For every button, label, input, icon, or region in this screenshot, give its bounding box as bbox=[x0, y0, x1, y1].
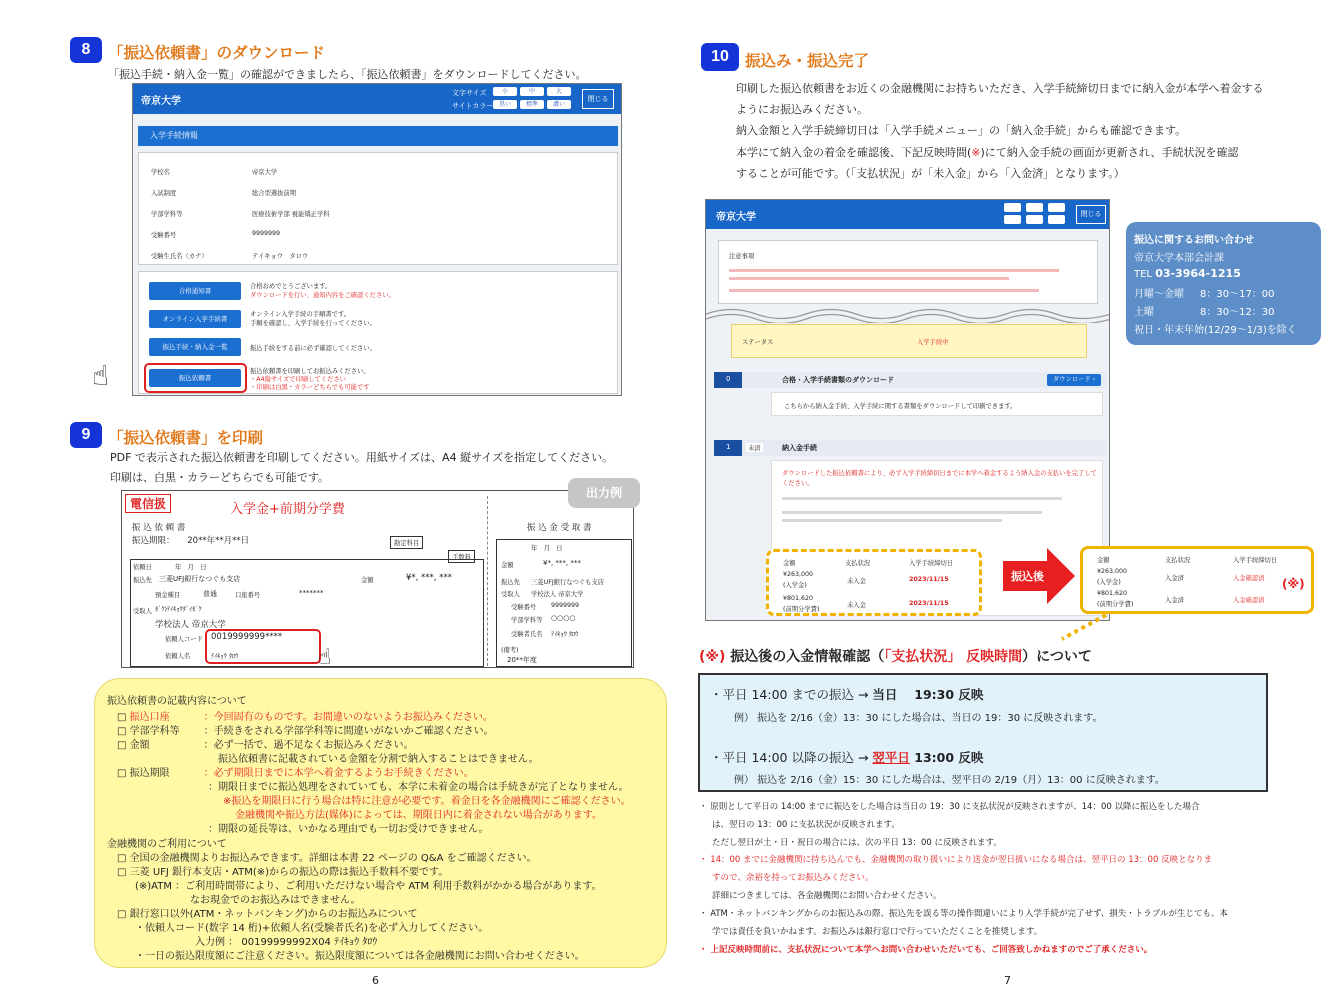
row-deadline: 2023/11/15 bbox=[909, 576, 949, 583]
slip-fee-label: 手数料 bbox=[448, 550, 475, 563]
next-day-example: 例） 振込を 2/16（金）15：30 にした場合は、翌平日の 2/19（月）13：00 に反映されます。 bbox=[734, 775, 1165, 786]
step-0-title: 合格・入学手続書類のダウンロード bbox=[782, 376, 894, 384]
font-size-label: 文字サイズ bbox=[452, 89, 487, 97]
row-amount: ¥263,000 bbox=[783, 571, 814, 578]
note-item: (※)ATM ：ご利用時間帯により、ご利用いただけない場合や ATM 利用手数料がかかる場合があります。 bbox=[135, 881, 602, 892]
transfer-slip-sample bbox=[121, 490, 634, 668]
slip-amount: ¥*, ***, *** bbox=[406, 573, 452, 583]
slip-client-code: 0019999999**** bbox=[211, 632, 283, 642]
info-value: 帝京大学 bbox=[252, 169, 278, 176]
receipt-label: 学部学科等 bbox=[511, 617, 543, 624]
button-note: ・A4縦サイズで印刷してください bbox=[250, 376, 346, 383]
slip-notes-box bbox=[94, 678, 667, 968]
info-value: テイキョウ タロウ bbox=[252, 253, 309, 260]
hours-value: 8：30～17：00 bbox=[1200, 289, 1275, 300]
notice-line bbox=[729, 269, 1059, 272]
step-1-tag: 未済 bbox=[748, 445, 761, 452]
holiday-note: 祝日・年末年始(12/29～1/3)を除く bbox=[1134, 325, 1297, 336]
row-deadline: 2023/11/15 bbox=[909, 600, 949, 607]
slip-label: 依頼人コード bbox=[165, 636, 203, 643]
portal-header bbox=[133, 84, 621, 114]
section-header: 入学手続情報 bbox=[138, 126, 618, 146]
document-buttons-panel bbox=[138, 271, 618, 394]
note-item: □ 学部学科等 ：手続きをされる学部学科等に間違いがないかご確認ください。 bbox=[117, 726, 494, 737]
note-item: ・一日の振込限度額にご注意ください。振込限度額については各金融機関にお問い合わせください。 bbox=[135, 951, 585, 962]
info-key: 学部学科等 bbox=[151, 211, 183, 218]
contact-org: 帝京大学本部会計課 bbox=[1134, 253, 1224, 264]
receipt-value: 20**年度 bbox=[507, 656, 537, 664]
slip-value: 三菱UFJ銀行なつぐも支店 bbox=[159, 575, 241, 583]
receipt-grid bbox=[496, 539, 632, 667]
info-key: 受験番号 bbox=[151, 232, 177, 239]
highlight-frame bbox=[144, 363, 247, 393]
hours-label: 土曜 bbox=[1134, 307, 1154, 318]
note-line: ・ 14：00 までに金融機関に持ち込んでも、金融機関の取り扱いにより送金が翌日扱いになる場合は、翌平日の 13：00 反映となりま bbox=[699, 855, 1213, 865]
note-line: ・ 上記反映時間前に、支払状況について本学へお問い合わせいただいても、ご回答致しかねますのでご了承ください。 bbox=[699, 945, 1153, 955]
note-item: ※振込を期限日に行う場合は特に注意が必要です。着金日を各金融機関にご確認ください。 bbox=[223, 796, 631, 807]
status-value: 入学手続中 bbox=[917, 339, 949, 346]
highlight-frame bbox=[205, 629, 321, 664]
note-title: 金融機関のご利用について bbox=[107, 839, 227, 850]
online-procedure-button[interactable]: オンライン入学手続書 bbox=[149, 310, 241, 328]
step-0-number: 0 bbox=[726, 375, 731, 383]
step-10-badge: 10 bbox=[701, 43, 739, 71]
step-10-p2: ようにお振込みください。 bbox=[736, 103, 868, 116]
col-header-amount: 金額 bbox=[783, 560, 796, 567]
step-10-p5: することが可能です。（「支払状況」が「未入金」から「入金済」となります。） bbox=[736, 167, 1125, 180]
note-item: ：期限日までに振込処理をされていても、本学に未着金の場合は手続きが完了となりません。 bbox=[208, 782, 629, 793]
font-large-button[interactable]: 大 bbox=[547, 87, 571, 96]
torn-edge bbox=[706, 305, 1110, 323]
slip-label: 預金種目 bbox=[155, 592, 181, 599]
page-number-6: 6 bbox=[372, 974, 379, 987]
portal-header bbox=[706, 200, 1109, 229]
row-status: 入金済 bbox=[1165, 575, 1184, 582]
step-1-title: 納入金手続 bbox=[782, 444, 817, 452]
note-item: □ 三菱 UFJ 銀行本支店・ATM(※)からの振込の際は振込手数料不要です。 bbox=[117, 867, 449, 878]
contact-tel-label: TEL bbox=[1134, 269, 1152, 280]
step-9-desc-1: PDF で表示された振込依頼書を印刷してください。用紙サイズは、A4 縦サイズを指定してください。 bbox=[110, 451, 614, 464]
slip-account-title: 勘定科目 bbox=[390, 536, 423, 549]
step-9-badge: 9 bbox=[70, 422, 102, 448]
cut-line bbox=[487, 496, 488, 666]
font-medium-button[interactable] bbox=[1026, 203, 1043, 212]
same-day-rule: ・平日 14:00 までの振込 → bbox=[710, 687, 873, 702]
status-panel bbox=[731, 324, 1087, 358]
row-confirmed: 入金確認済 bbox=[1233, 575, 1265, 582]
note-line: 詳細につきましては、各金融機関にお問い合わせください。 bbox=[712, 891, 942, 901]
color-deep-button[interactable]: 濃い bbox=[547, 100, 571, 109]
step-10-p4: 本学にて納入金の着金を確認後、下記反映時間(※)にて納入金手続の画面が更新され、手続状況を確認 bbox=[736, 146, 1239, 159]
app-title: 帝京大学 bbox=[141, 96, 181, 107]
info-key: 受験生氏名（カナ） bbox=[151, 253, 208, 260]
row-item: (入学金) bbox=[783, 582, 807, 589]
color-deep-button[interactable] bbox=[1048, 215, 1065, 224]
row-item: (前期分学費) bbox=[783, 606, 820, 613]
row-item: (入学金) bbox=[1097, 579, 1121, 586]
receipt-value: ¥*, ***, *** bbox=[543, 559, 581, 567]
pointer-hand-icon: ☝ bbox=[318, 645, 332, 668]
slip-form-title: 振 込 依 頼 書 bbox=[132, 523, 186, 533]
pointer-hand-icon: ☝ bbox=[92, 359, 110, 392]
note-item: 振込依頼書に記載されている金額を分割で納入することはできません。 bbox=[218, 754, 539, 765]
note-item: □ 全国の金融機関よりお振込みできます。詳細は本書 22 ページの Q&A をご確認ください。 bbox=[117, 853, 537, 864]
font-small-button[interactable]: 小 bbox=[493, 87, 517, 96]
receipt-value: 9999999 bbox=[551, 602, 580, 609]
color-standard-button[interactable]: 標準 bbox=[520, 100, 544, 109]
note-item: □ 金額 ：必ず一括で、過不足なくお振込みください。 bbox=[117, 740, 414, 751]
slip-client-name: ﾃｲｷｮｳ ﾀﾛｳ bbox=[211, 653, 239, 660]
row-amount: ¥263,000 bbox=[1097, 568, 1128, 575]
button-note: ・印刷は白黒・カラーどちらでも可能です bbox=[250, 384, 370, 391]
button-note: オンライン入学手続の手順書です。 bbox=[250, 311, 351, 318]
receipt-label: 受験者氏名 bbox=[511, 631, 543, 638]
app-title: 帝京大学 bbox=[716, 212, 756, 223]
pass-notice-button[interactable]: 合格通知書 bbox=[149, 282, 241, 300]
row-confirmed: 入金確認済 bbox=[1233, 597, 1265, 604]
close-button[interactable]: 閉じる bbox=[582, 89, 614, 109]
row-amount: ¥801,620 bbox=[783, 595, 814, 602]
step-8-title: 「振込依頼書」のダウンロード bbox=[108, 44, 326, 62]
step-0-row bbox=[714, 372, 1106, 388]
info-value: 総合型選抜前期 bbox=[252, 190, 297, 197]
receipt-value: 学校法人 帝京大学 bbox=[531, 591, 584, 598]
hours-label: 月曜～金曜 bbox=[1134, 289, 1184, 300]
after-transfer-label: 振込後 bbox=[1011, 570, 1044, 583]
note-item: ：期限の延長等は、いかなる理由でも一切お受けできません。 bbox=[208, 824, 489, 835]
slip-label: 振込先 bbox=[133, 577, 152, 584]
note-mark: (※) bbox=[1282, 577, 1305, 591]
contact-tel: 03-3964-1215 bbox=[1155, 267, 1241, 280]
same-day-example: 例） 振込を 2/16（金）13：30 にした場合は、当日の 19：30 に反映されます。 bbox=[734, 713, 1103, 724]
receipt-value: 三菱UFJ銀行なつぐも支店 bbox=[531, 579, 605, 586]
step-8-desc: 「振込手続・納入金一覧」の確認ができましたら、「振込依頼書」をダウンロードしてください。 bbox=[108, 68, 587, 81]
download-button[interactable]: ダウンロード › bbox=[1047, 374, 1101, 386]
step-0-desc-box bbox=[771, 392, 1103, 416]
slip-value: ******* bbox=[299, 589, 324, 597]
note-item: ・依頼人コード(数字 14 桁)+依頼人名(受験者氏名)を必ず入力してください。 bbox=[135, 923, 489, 934]
row-status: 入金済 bbox=[1165, 597, 1184, 604]
next-day-result: 翌平日 bbox=[872, 750, 910, 765]
note-item: □ 銀行窓口以外(ATM・ネットバンキング)からのお振込みについて bbox=[117, 909, 418, 920]
col-header-status: 支払状況 bbox=[845, 560, 871, 567]
row-amount: ¥801,620 bbox=[1097, 590, 1128, 597]
slip-label: 受取人 bbox=[133, 608, 152, 615]
transfer-slip-button[interactable]: 振込依頼書 bbox=[149, 369, 241, 387]
button-note: 合格おめでとうございます。 bbox=[250, 283, 332, 290]
note-item: □ 振込期限 ：必ず期限日までに本学へ着金するようお手続きください。 bbox=[117, 768, 474, 779]
note-item: なお現金でのお振込みはできません。 bbox=[190, 895, 361, 906]
note-title: 振込依頼書の記載内容について bbox=[107, 696, 247, 707]
telegraphic-stamp: 電信扱 bbox=[125, 494, 171, 513]
info-value: 医療技術学部 視能矯正学科 bbox=[252, 211, 330, 218]
step-10-title: 振込み・振込完了 bbox=[745, 52, 870, 70]
contact-title: 振込に関するお問い合わせ bbox=[1134, 235, 1254, 246]
receipt-label: 振込先 bbox=[501, 579, 520, 586]
desc-line bbox=[782, 519, 1002, 522]
slip-due-date: 振込期限： 20**年**月**日 bbox=[132, 536, 250, 546]
row-status: 未入金 bbox=[847, 578, 866, 585]
next-day-time: 13:00 反映 bbox=[909, 750, 984, 765]
row-status: 未入金 bbox=[847, 602, 866, 609]
button-note: 手順を確認し、入学手続を行ってください。 bbox=[250, 320, 376, 327]
col-header-amount: 金額 bbox=[1097, 557, 1110, 564]
slip-label: 金額 bbox=[361, 577, 374, 584]
receipt-label: 受験番号 bbox=[511, 604, 537, 611]
applicant-info-table bbox=[138, 152, 618, 265]
step-1-desc: ダウンロードした振込依頼書により、必ず入学手続締切日までに本学へ着金するよう納入金の支払いを完了してください。 bbox=[782, 470, 1097, 487]
note-line: 学では責任を負いかねます。お振込みは銀行窓口で行っていただくことを推奨します。 bbox=[712, 927, 1043, 937]
slip-label: 依頼人名 bbox=[165, 653, 191, 660]
reflection-time-box bbox=[698, 673, 1268, 792]
payment-table-before bbox=[766, 549, 982, 616]
output-sample-badge: 出力例 bbox=[568, 478, 640, 508]
font-medium-button[interactable]: 中 bbox=[520, 87, 544, 96]
payment-table-after bbox=[1080, 546, 1314, 614]
note-line: ・ 原則として平日の 14:00 までに振込をした場合は当日の 19：30 に支払状況が反映されますが、14：00 以降に振込をした場合 bbox=[699, 802, 1200, 812]
desc-line bbox=[782, 497, 1062, 500]
slip-heading: 入学金+前期分学費 bbox=[230, 502, 345, 517]
receipt-value: 年 月 日 bbox=[531, 545, 563, 552]
step-8-badge: 8 bbox=[70, 37, 102, 63]
next-day-rule: ・平日 14:00 以降の振込 → bbox=[710, 750, 873, 765]
contact-box bbox=[1126, 222, 1321, 345]
button-note: 振込手続をする前に必ず確認してください。 bbox=[250, 345, 376, 352]
note-item: 入力例 ： 00199999992X04 ﾃｲｷｮｳ ﾀﾛｳ bbox=[195, 937, 378, 948]
button-note: ダウンロードを行い、通知内容をご確認ください。 bbox=[250, 292, 395, 299]
col-header-deadline: 入学手続締切日 bbox=[1233, 557, 1278, 564]
site-color-label: サイトカラー bbox=[452, 102, 494, 110]
info-key: 学校名 bbox=[151, 169, 170, 176]
info-value: 9999999 bbox=[252, 230, 281, 237]
step-0-desc: こちらから納入金手続、入学手続に関する書類をダウンロードして印刷できます。 bbox=[784, 403, 1017, 410]
receipt-title: 振 込 金 受 取 書 bbox=[527, 523, 592, 533]
font-small-button[interactable] bbox=[1004, 203, 1021, 212]
font-large-button[interactable] bbox=[1048, 203, 1065, 212]
page-number-7: 7 bbox=[1004, 974, 1011, 987]
notice-title: 注意事項 bbox=[729, 253, 755, 260]
color-standard-button[interactable] bbox=[1026, 215, 1043, 224]
slip-main-grid bbox=[130, 559, 484, 667]
status-label: ステータス bbox=[742, 339, 774, 346]
col-header-deadline: 入学手続締切日 bbox=[909, 560, 954, 567]
color-dark-button[interactable] bbox=[1004, 215, 1021, 224]
slip-value: 年 月 日 bbox=[175, 564, 207, 571]
slip-value: 学校法人 帝京大学 bbox=[155, 620, 226, 630]
receipt-label: (備考) bbox=[501, 647, 519, 654]
portal-screenshot-1 bbox=[132, 83, 622, 396]
notice-line bbox=[729, 277, 1009, 280]
slip-value: 普通 bbox=[203, 590, 217, 598]
receipt-label: 受取人 bbox=[501, 591, 520, 598]
note-line: すので、余裕を持ってお振込みください。 bbox=[712, 873, 874, 883]
info-key: 入試制度 bbox=[151, 190, 177, 197]
note-line: ・ ATM・ネットバンキングからのお振込みの際、振込先を誤る等の操作間違いにより入学手続が完了せず、損失・トラブルが生じても、本 bbox=[699, 909, 1228, 919]
note-line: は、翌日の 13：00 に支払状況が反映されます。 bbox=[712, 820, 900, 830]
step-10-p1: 印刷した振込依頼書をお近くの金融機関にお持ちいただき、入学手続締切日までに納入金が本学へ着金する bbox=[736, 82, 1264, 95]
notice-line bbox=[729, 289, 1039, 292]
note-line: ただし翌日が土・日・祝日の場合には、次の平日 13：00 に反映されます。 bbox=[712, 838, 1002, 848]
row-item: (前期分学費) bbox=[1097, 601, 1134, 608]
same-day-result: 当日 19:30 反映 bbox=[872, 687, 984, 702]
receipt-label: 金額 bbox=[501, 562, 514, 569]
step-10-p3: 納入金額と入学手続締切日は「入学手続メニュー」の「納入金手続」からも確認できます。 bbox=[736, 124, 1187, 137]
hours-value: 8：30～12：30 bbox=[1200, 307, 1275, 318]
reflection-time-heading: (※) 振込後の入金情報確認（「支払状況」 反映時間）について bbox=[699, 649, 1092, 665]
slip-label: 依頼日 bbox=[133, 564, 152, 571]
close-button[interactable]: 閉じる bbox=[1076, 205, 1106, 224]
step-1-number: 1 bbox=[726, 443, 731, 451]
note-item: □ 振込口座 ：今回固有のものです。お間違いのないようお振込みください。 bbox=[117, 712, 493, 723]
notice-panel bbox=[718, 240, 1098, 304]
button-note: 振込依頼書を印刷してお振込みください。 bbox=[250, 368, 370, 375]
receipt-value: ﾃｲｷｮｳ ﾀﾛｳ bbox=[551, 631, 579, 638]
desc-line bbox=[782, 511, 1042, 514]
dotted-connector bbox=[1060, 613, 1110, 643]
slip-value: ｶﾞｸ)ﾃｲｷｮｳﾀﾞｲｶﾞｸ bbox=[155, 606, 202, 613]
color-dark-button[interactable]: 黒い bbox=[493, 100, 517, 109]
payment-list-button[interactable]: 振込手続・納入金一覧 bbox=[149, 338, 241, 356]
step-9-desc-2: 印刷は、白黒・カラーどちらでも可能です。 bbox=[110, 471, 330, 484]
note-item: 金融機関や振込方法(媒体)によっては、期限日内に着金されない場合があります。 bbox=[235, 810, 603, 821]
step-9-title: 「振込依頼書」を印刷 bbox=[108, 429, 264, 447]
slip-label: 口座番号 bbox=[235, 592, 261, 599]
step-1-row bbox=[714, 440, 1106, 456]
receipt-value: ○○○○ bbox=[551, 614, 576, 622]
col-header-status: 支払状況 bbox=[1165, 557, 1191, 564]
